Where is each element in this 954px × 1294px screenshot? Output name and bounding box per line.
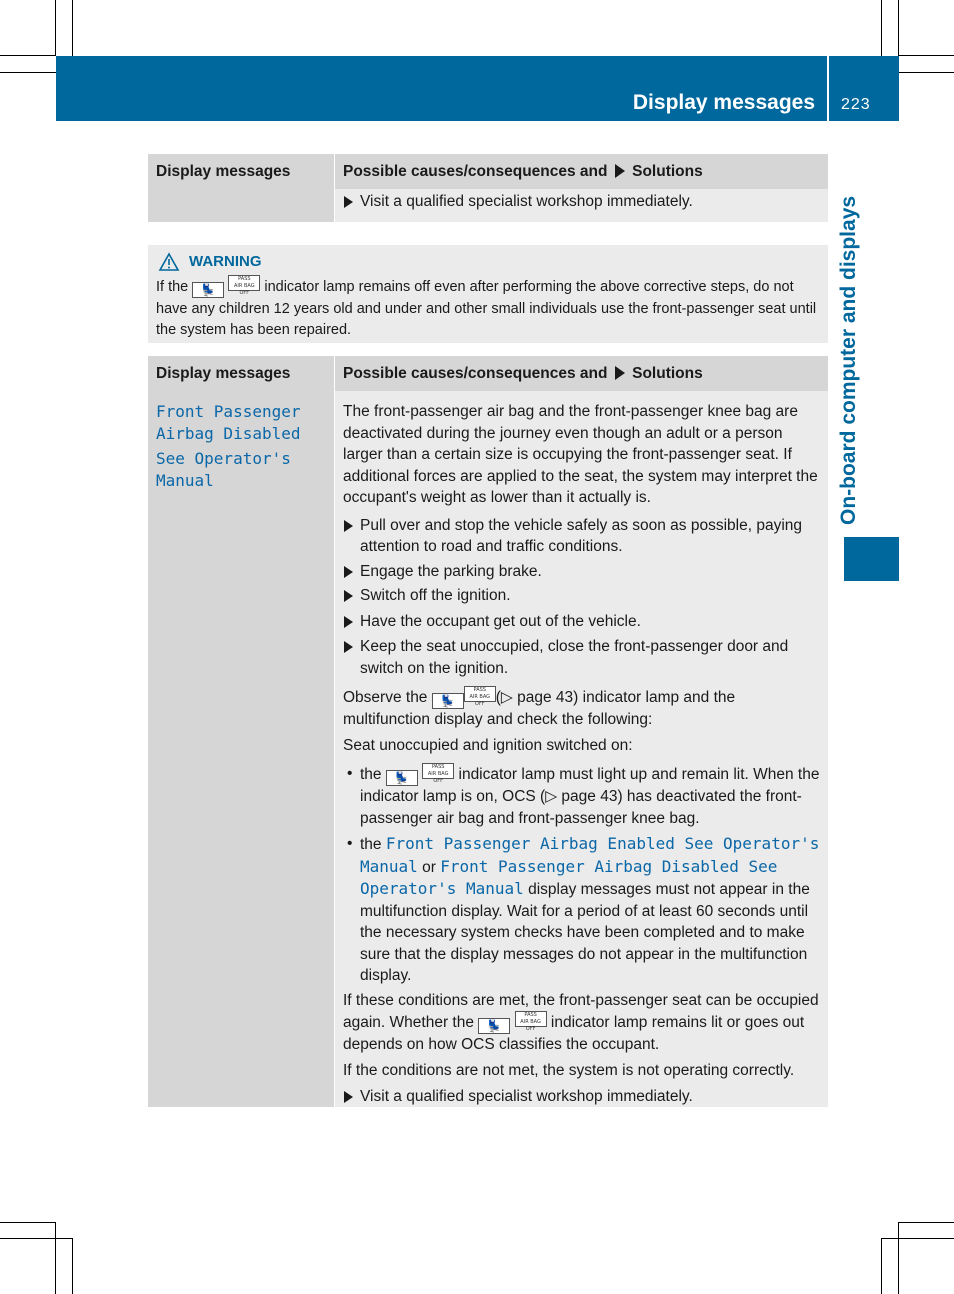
section-title: Display messages [632, 91, 815, 114]
warning-box [148, 245, 828, 343]
display-message-airbag-enabled: Front Passenger Airbag Enabled See Operator's Manual [360, 834, 820, 876]
seat-unoccupied-text: Seat unoccupied and ignition switched on: [343, 736, 633, 754]
crop-mark [898, 0, 899, 56]
crop-mark [0, 55, 56, 56]
crop-mark [72, 1238, 73, 1294]
crop-mark [898, 1222, 954, 1223]
list-item: Keep the seat unoccupied, close the front-passenger door and switch on the ignition. [343, 636, 820, 679]
pass-airbag-off-icon: PASS AIR BAG OFF [228, 275, 260, 291]
observe-text: Observe the 💺PASS AIR BAG OFF (▷ page 43) indicator lamp and the multifunction display and check the following: [343, 687, 736, 728]
bullet-arrow-icon [615, 366, 625, 380]
table-display-messages-2 [148, 356, 828, 1107]
passenger-seat-icon: 💺 [386, 770, 418, 786]
conditions-met-text: If these conditions are met, the front-passenger seat can be occupied again. Whether the 💺 PASS AIR BAG OFF indicator lamp remains lit or goes out depends on how OCS classifies the occupant. [343, 991, 819, 1053]
empty-cell [148, 189, 334, 222]
passenger-seat-icon: 💺 [432, 693, 464, 709]
crop-mark [0, 1238, 72, 1239]
solution-cell [334, 391, 828, 1107]
crop-mark [0, 1222, 56, 1223]
step-list [343, 515, 820, 680]
display-message-airbag-disabled: Front Passenger Airbag Disabled See Operator's Manual [360, 856, 778, 898]
crop-mark [898, 1222, 899, 1294]
side-tab-marker [844, 537, 899, 581]
conditions-not-met-text: If the conditions are not met, the system is not operating correctly. [343, 1061, 795, 1079]
list-item: Visit a qualified specialist workshop immediately. [343, 191, 820, 213]
warning-title: WARNING [189, 253, 262, 270]
crop-mark [898, 72, 954, 73]
col-header-causes: Possible causes/consequences and Solutions [334, 356, 828, 391]
page-header [56, 56, 899, 121]
table-row [148, 189, 828, 222]
list-item: Have the occupant get out of the vehicle. [343, 611, 820, 633]
page-number: 223 [841, 96, 871, 113]
col-header-causes: Possible causes/consequences and Solutions [334, 154, 828, 189]
table-row [148, 391, 828, 1107]
solution-cell [334, 189, 828, 222]
pass-airbag-off-icon: PASS AIR BAG OFF [515, 1011, 547, 1027]
crop-mark [881, 0, 882, 56]
col-header-display-messages: Display messages [148, 356, 334, 391]
crop-mark [55, 1222, 56, 1294]
warning-text: If the 💺 PASS AIR BAG OFF indicator lamp remains off even after performing the above corrective steps, do not have any children 12 years old and under and other small individuals use the front-passenger seat until the system has been repaired. [156, 276, 817, 338]
display-message-cell [148, 391, 334, 1107]
list-item: Pull over and stop the vehicle safely as soon as possible, paying attention to road and traffic conditions. [343, 515, 820, 558]
crop-mark [881, 1238, 882, 1294]
crop-mark [898, 55, 954, 56]
table-header-row [148, 154, 828, 189]
passenger-seat-icon: 💺 [192, 282, 224, 298]
crop-mark [881, 1238, 954, 1239]
list-item: • the 💺 PASS AIR BAG OFF indicator lamp must light up and remain lit. When the indicator lamp is on, OCS (▷ page 43) has deactivated the front-passenger air bag and front-passenger knee bag. [343, 763, 820, 829]
pass-airbag-off-icon: PASS AIR BAG OFF [422, 763, 454, 779]
table-header-row [148, 356, 828, 391]
table-display-messages-1 [148, 154, 828, 222]
crop-mark [0, 72, 56, 73]
crop-mark [55, 0, 56, 56]
passenger-seat-icon: 💺 [478, 1018, 510, 1034]
bullet-arrow-icon [615, 164, 625, 178]
warning-triangle-icon [158, 252, 180, 272]
list-item: Visit a qualified specialist workshop immediately. [343, 1086, 820, 1108]
crop-mark [72, 0, 73, 56]
display-message-front-passenger-airbag-disabled: Front Passenger Airbag Disabled See Operator's Manual [156, 402, 301, 490]
list-item: Switch off the ignition. [343, 585, 820, 607]
pass-airbag-off-icon: PASS AIR BAG OFF [464, 686, 496, 702]
side-tab-label: On-board computer and displays [837, 195, 860, 525]
list-item: • the Front Passenger Airbag Enabled See Operator's Manual or Front Passenger Airbag Disabled See Operator's Manual display messages must not appear in the multifunction display. Wait for a period of at least 60 seconds until the necessary system checks have been completed and to make sure that the display messages do not appear in the multifunction display. [343, 833, 820, 987]
col-header-display-messages: Display messages [148, 154, 334, 189]
warning-heading [156, 251, 820, 273]
intro-text: The front-passenger air bag and the front-passenger knee bag are deactivated during the journey even though an adult or a person larger than a certain size is occupying the front-passenger seat. If additional forces are applied to the seat, the system may interpret the occupant's weight as lower than it actually is. [343, 403, 818, 506]
header-divider [827, 56, 829, 121]
list-item: Engage the parking brake. [343, 561, 820, 583]
